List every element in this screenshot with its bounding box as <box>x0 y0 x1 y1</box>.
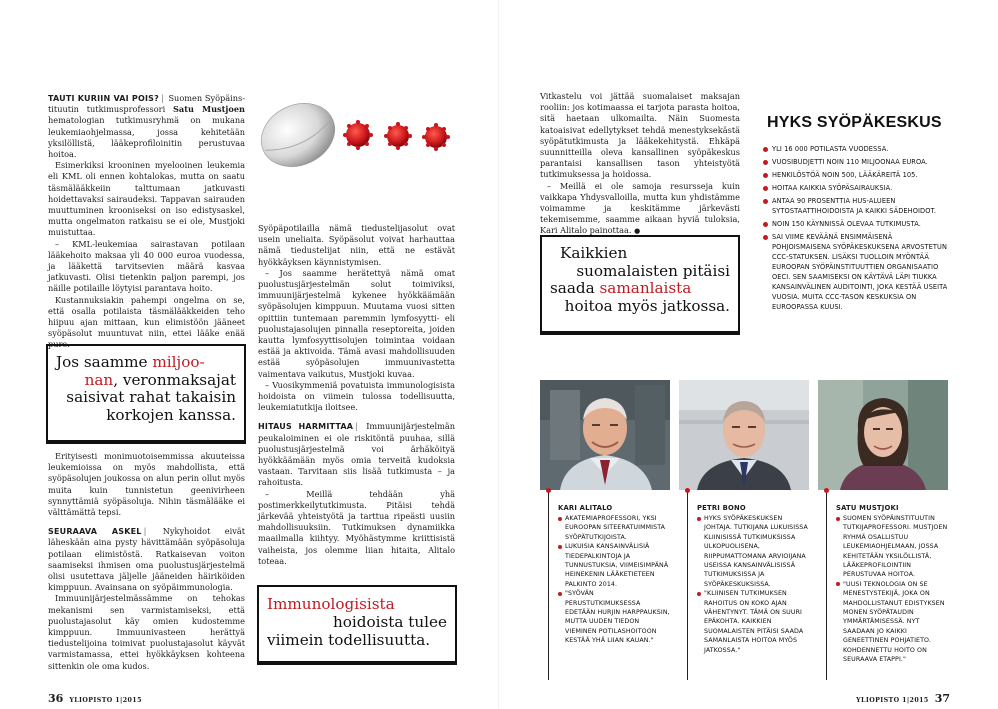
fact-box <box>760 114 950 312</box>
paragraph: Vitkastelu voi jättää suomalaiset maksajan rooliin: jos kotimaassa ei tarjota parasta hoitoa, sitä haetaan ulkomailta. Näin Suomesta katoaisivat edellytykset tehdä menestyksekästä syöpätutkimusta ja lääkekehitystä. Ehkäpä suunnitteilla oleva kansallinen syöpäkeskus parantaisi kansallisen tason yhteistyötä tutkimuksessa ja hoidossa. <box>540 91 740 180</box>
pull-quote-3: Kaikkien suomalaisten pitäisi saada samanlaista hoitoa myös jatkossa. <box>540 235 740 335</box>
page-spine <box>498 0 500 709</box>
bio-item: SUOMEN SYÖPÄINSTITUUTIN TUTKIJAPROFESSORI. MUSTJOEN RYHMÄ OSALLISTUU LEUKEMIAOHJELMAAN, JOSSA KEHITETÄÄN YKSILÖLLISTÄ, LÄÄKEPROFILOINTIIN PERUSTUVAA HOITOA. <box>836 514 948 580</box>
fact-item: HENKILÖSTÖÄ NOIN 500, LÄÄKÄREITÄ 105. <box>760 170 950 180</box>
paragraph: – KML-leukemiaa sairastavan potilaan lääkehoito maksaa yli 40 000 euroa vuodessa, ja lääkettä tarvitsevien määrä kasvaa jatkuvasti. Olisi tietenkin paljon parempi, jos näille potilaille löytyisi parantava hoito. <box>48 238 245 294</box>
page-folio-left <box>48 687 142 706</box>
article-column-1-lower <box>48 451 245 672</box>
bio-item: "UUSI TEKNOLOGIA ON SE MENESTYSTEKIJÄ, JOKA ON MAHDOLLISTANUT EDISTYKSEN MONEN SYÖPÄTAUDIN YMMÄRTÄMISESSÄ. NYT SAADAAN JO KAIKKI GENEETTINEN POHJATIETO. KOHDENNETTU HOITO ON SEURAAVA ETAPPI." <box>836 580 948 665</box>
pull-quote-1: Jos saamme miljoo- nan, veronmaksajat saisivat rahat takaisin korkojen kanssa. <box>46 344 246 444</box>
fact-box-title: HYKS SYÖPÄKESKUS <box>767 114 942 131</box>
fact-item: ANTAA 90 PROSENTTIA HUS-ALUEEN SYTOSTAATTIHOIDOISTA JA KAIKKI SÄDEHOIDOT. <box>760 196 950 216</box>
article-column-3 <box>540 91 740 238</box>
paragraph: – Meillä tehdään yhä postimerkkeilytutkimusta. Pitäisi tehdä järkevää yhteistyötä ja tarttua ripeästi uusiin mahdollisuuksiin. Tutkimuksen dynamiikka maailmalla kiihtyy. Myöhästymme kriittisistä vaiheista, jos olemme liian hitaita, Alitalo toteaa. <box>258 488 455 566</box>
person-name: KARI ALITALO <box>558 504 613 512</box>
paragraph: Kustannuksiakin pahempi ongelma on se, että osalla potilaista täsmälääkkeiden teho hiipuu ajan mittaan, kun elimistöön jääneet syöpäsolut muuntuvat niin, ettei lääke enää pure. <box>48 294 245 350</box>
section-lead: TAUTI KURIIN VAI POIS? <box>48 94 159 103</box>
fact-item: NOIN 150 KÄYNNISSÄ OLEVAA TUTKIMUSTA. <box>760 219 950 229</box>
portrait-photo <box>540 380 670 490</box>
paragraph: Erityisesti monimuotoisemmissa akuuteissa leukemioissa on myös mahdollista, että syöpäsolujen joukossa on alun perin ollut myös muita kuin tunnistetun geenivirheen synnyttämiä syöpäsoluja. Nihin täsmälääke ei välttämättä tepsi. <box>48 451 245 518</box>
paragraph: Immuunijärjestelmässämme on tehokas mekanismi sen varmistamiseksi, että puolustajasolut käy omien kudostemme kimppuun. Immuunivasteen herättyä tiedustelijoina toimivat puolustajasolut käyvät varmistamassa, ettei hyökkäyksen kohteena sittenkin ole oma kudos. <box>48 593 245 671</box>
article-column-2 <box>258 223 455 567</box>
cancer-cell <box>422 123 450 151</box>
bio-item: AKATEMIAPROFESSORI, YKSI EUROOPAN SITEERATUIMMISTA SYÖPÄTUTKIJOISTA. <box>558 514 670 542</box>
page-folio-right <box>856 687 950 706</box>
person-card-mustjoki <box>818 380 948 680</box>
paragraph: HITAUS HARMITTAA | Immuunijärjestelmän peukaloiminen ei ole riskitöntä puuhaa, sillä puolustusjärjestelmä voi ärhäköityä hyökkäämään myös omia terveitä kudoksia vastaan. Tarvitaan siis lisää tutkimusta – ja rahoitusta. <box>258 421 455 488</box>
paragraph: Esimerkiksi krooninen myelooinen leukemia eli KML oli ennen kohtalokas, mutta on saatu täsmälääkkeiin talttumaan jatkuvasti hoidettavaksi sairaudeksi. Tappavan sairauden muuttuminen krooniseksi on iso edistysaskel, mutta ongelmaton ratkaisu se ei ole, Mustjoki muistuttaa. <box>48 160 245 238</box>
pill-shape <box>258 92 345 178</box>
magazine-issue: YLIOPISTO 1|2015 <box>69 697 142 704</box>
paragraph: TAUTI KURIIN VAI POIS? | Suomen Syöpäins-tituutin tutkimusprofessori Satu Mustjoen hematologian tutkimusryhmä on mukana leukemiaohjelmassa, jossa kehitetään yksilöllistä, lääkeprofiloinitin perustuvaa hoitoa. <box>48 93 245 160</box>
paragraph: – Vuosikymmeniä povatuista immunologisista hoidoista on viimein tulossa todellisuutta, leukemiatutkija iloitsee. <box>258 379 455 413</box>
fact-item: SAI VIIME KEVÄÄNÄ ENSIMMÄISENÄ POHJOISMAISENA SYÖPÄKESKUKSENA ARVOSTETUN CCC-STATUKSEN. LISÄKSI TUOLLOIN MYÖNTÄÄ EUROOPAN SYÖPÄINSTITUUTTIEN ORGANISAATIO OECI. SEN SAAMISEKSI ON KÄYTÄVÄ LÄPI TIUKKA KANSAINVÄLINEN AUDITOINTI, JOKA KESTÄÄ USEITA VUOSIA. MUITA CCC-TASON KESKUKSIA ON EUROOPASSA KUUSI. <box>760 232 950 312</box>
paragraph: Syöpäpotilailla nämä tiedustelijasolut ovat usein uneliaita. Syöpäsolut voivat harhauttaa nämä tiedustelijat niin, että ne estävät hyökkäyksen käynnistymisen. <box>258 223 455 267</box>
paragraph: – Jos saamme herätettyä nämä omat puolustusjärjestelmän solut toimiviksi, immuunijärjestelmä kykenee hyökkäämään syöpäsolujen kimppuun. Muutama vuosi sitten opittiin tuntemaan paremmin lymfosyytti- eli puolustajasolujen pinnalla reseptoreita, joiden kautta lymfosyyttisolujen toimintaa voidaan estää ja aktivoida. Tämä avasi mahdollisuuden estää syöpäsolujen immuunivastetta vaimentava vaikutus, Mustjoki kuvaa. <box>258 267 455 379</box>
portrait-photo <box>679 380 809 490</box>
person-card-alitalo <box>540 380 670 680</box>
bio-item: LUKUISIA KANSAINVÄLISIÄ TIEDEPALKINTOJA JA TUNNUSTUKSIA, VIIMEISIMPÄNÄ HEINEKENIN LÄÄKETIETEEN PALKINTO 2014. <box>558 542 670 589</box>
fact-item: HOITAA KAIKKIA SYÖPÄSAIRAUKSIA. <box>760 183 950 193</box>
page-number: 36 <box>48 692 64 705</box>
paragraph: – Meillä ei ole samoja resursseja kuin vaikkapa Yhdysvalloilla, mutta kun yhdistämme voimamme ja keskitämme järkevästi tekemisemme, saamme aikaan hyviä tuloksia, Kari Alitalo painottaa. ● <box>540 180 740 236</box>
bio-item: "KLIINISEN TUTKIMUKSEN RAHOITUS ON KOKO AJAN VÄHENTYNYT. TÄMÄ ON SUURI EPÄKOHTA. KAIKKIEN SUOMALAISTEN PITÄISI SAADA SAMANLAISTA HOITOA MYÖS JATKOSSA." <box>697 589 809 655</box>
fact-item: VUOSIBUDJETTI NOIN 110 MILJOONAA EUROA. <box>760 157 950 167</box>
person-name: PETRI BONO <box>697 504 746 512</box>
page-number: 37 <box>934 692 950 705</box>
cells-illustration <box>258 90 458 210</box>
person-card-bono <box>679 380 809 680</box>
bio-item: "SYÖVÄN PERUSTUTKIMUKSESSA EDETÄÄN HURJIN HARPPAUKSIN, MUTTA UUDEN TIEDON VIEMINEN POTILASHOITOON KESTÄÄ YHÄ LIIAN KAUAN." <box>558 589 670 645</box>
pull-quote-2: Immunologisista hoidoista tulee viimein todellisuutta. <box>257 585 457 665</box>
person-name: Satu Mustjoen <box>173 104 245 115</box>
paragraph: SEURAAVA ASKEL | Nykyhoidot eivät läheskään aina pysty hävittämään syöpäsoluja potilaan elimistöstä. Ratkaisevan voiton saamiseksi ihmisen oma puolustusjärjestelmä olisi usutettava jäljelle jääneiden häiriköiden kimppuun. Avainsana on syöpäimmunologia. <box>48 526 245 593</box>
cancer-cell <box>384 122 412 150</box>
person-name: SATU MUSTJOKI <box>836 504 899 512</box>
cancer-cell <box>343 120 373 150</box>
pull-quote-highlight: miljoo- <box>152 353 205 371</box>
bio-item: HYKS SYÖPÄKESKUKSEN JOHTAJA. TUTKIJANA LUKUISISSA KLIINISISSÄ TUTKIMUKSISSA ULKOPUOLISENA, RIIPPUMATTOMANA ARVIOIJANA USEISSA KANSAINVÄLISISSÄ TUTKIMUKSISSA JA SYÖPÄKESKUKSISSA. <box>697 514 809 589</box>
section-lead: HITAUS HARMITTAA <box>258 422 354 432</box>
fact-list <box>760 144 950 312</box>
end-mark: ● <box>634 227 641 236</box>
pull-quote-highlight: Immunologisista <box>267 595 395 613</box>
magazine-issue: YLIOPISTO 1|2015 <box>856 697 929 704</box>
pull-quote-highlight: samanlaista <box>599 279 692 297</box>
fact-item: YLI 16 000 POTILASTA VUODESSA. <box>760 144 950 154</box>
article-column-1 <box>48 93 245 351</box>
section-lead: SEURAAVA ASKEL <box>48 527 142 537</box>
portrait-photo <box>818 380 948 490</box>
